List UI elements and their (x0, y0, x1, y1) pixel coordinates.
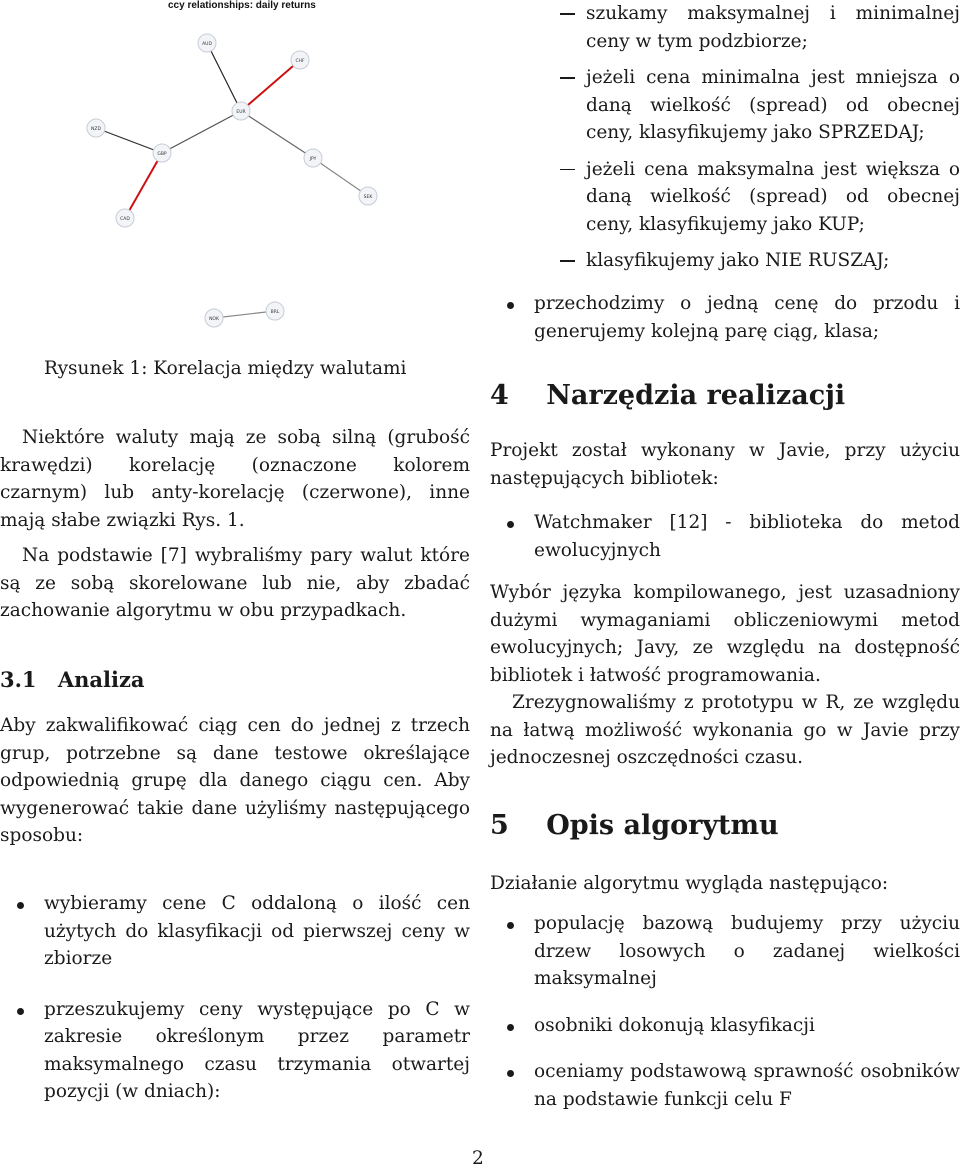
graph-edge (125, 153, 162, 218)
method-bullet-list (0, 890, 470, 1106)
next-step-bullet (490, 290, 960, 345)
list-item (490, 156, 960, 239)
section-heading-3-1 (0, 667, 145, 692)
graph-node (153, 144, 171, 162)
section-number: 4 (490, 380, 509, 411)
node-label: BRL (270, 310, 280, 315)
list-item-text: Watchmaker [12] - biblioteka do metod ewolucyjnych (534, 512, 960, 561)
list-item (0, 996, 470, 1106)
currency-network-figure (0, 0, 470, 340)
list-item-text: przeszukujemy ceny występujące po C w zakresie określonym przez parametr maksymalnego czasu trzymania otwartej pozycji (w dniach): (44, 998, 470, 1102)
list-item-text: populację bazową budujemy przy użyciu drzew losowych o zadanej wielkości maksymalnej (534, 913, 960, 989)
section-number: 5 (490, 810, 509, 841)
list-item (490, 0, 960, 55)
dash-icon (560, 260, 575, 262)
list-item (0, 890, 470, 973)
bullet-icon (507, 922, 514, 929)
graph-node (232, 102, 250, 120)
node-label: SEK (363, 195, 373, 200)
list-item (490, 509, 960, 564)
bullet-icon (17, 1008, 24, 1015)
list-item (490, 1012, 960, 1040)
section-title: Narzędzia realizacji (546, 380, 846, 411)
graph-node (304, 149, 322, 167)
figure-title: ccy relationships: daily returns (168, 0, 316, 11)
dash-list (490, 0, 960, 275)
list-item-text: oceniamy podstawową sprawność osobników na podstawie funkcji celu F (534, 1061, 960, 1110)
dash-icon (560, 77, 575, 79)
graph-node (266, 302, 284, 320)
graph-node (359, 187, 377, 205)
bullet-icon (507, 1070, 514, 1077)
section-title: Analiza (57, 667, 145, 692)
network-graph (0, 0, 470, 340)
graph-edge (313, 158, 368, 196)
section-number: 3.1 (0, 667, 37, 692)
paragraph-algorithm-intro: Działanie algorytmu wygląda następująco: (490, 873, 889, 894)
bullet-icon (507, 302, 514, 309)
node-label: GBP (157, 152, 167, 157)
node-label: NZD (91, 127, 101, 132)
graph-node (205, 309, 223, 327)
list-item (490, 910, 960, 993)
bullet-icon (17, 902, 24, 909)
list-item-text: jeżeli cena maksymalna jest większa o daną wielkość (spread) od obecnej ceny, klasyfikujemy jako KUP; (586, 158, 960, 235)
paragraph-currency-pairs: Na podstawie [7] wybraliśmy pary walut które są ze sobą skorelowane lub nie, aby zbadać zachowanie algorytmu w obu przypadkach. (0, 545, 470, 621)
bullet-icon (507, 521, 514, 528)
list-item (490, 247, 960, 275)
tools-bullet-list (490, 509, 960, 564)
paragraph-prototype: Zrezygnowaliśmy z prototypu w R, ze względu na łatwą możliwość wykonania go w Javie przy jednoczesnej oszczędności czasu. (490, 692, 960, 768)
section-heading-4 (490, 380, 845, 411)
node-label: CAD (120, 217, 130, 222)
figure-caption: Rysunek 1: Korelacja między walutami (44, 358, 407, 379)
paragraph-tools-intro: Projekt został wykonany w Javie, przy użyciu następujących bibliotek: (490, 440, 960, 489)
algorithm-bullet-list (490, 910, 960, 1113)
graph-edge (162, 111, 241, 153)
graph-edge (207, 43, 241, 111)
graph-edge (241, 111, 313, 158)
graph-edge (241, 60, 300, 111)
graph-edge (96, 128, 162, 153)
list-item-text: klasyfikujemy jako NIE RUSZAJ; (586, 250, 890, 271)
list-item-text: wybieramy cene C oddaloną o ilość cen użytych do klasyfikacji od pierwszej ceny w zbiorze (44, 893, 470, 969)
graph-node (87, 119, 105, 137)
list-item-text: szukamy maksymalnej i minimalnej ceny w tym podzbiorze; (586, 3, 960, 52)
list-item-text: osobniki dokonują klasyfikacji (534, 1014, 815, 1036)
graph-node (291, 51, 309, 69)
page-number: 2 (472, 1148, 484, 1169)
paragraph-analysis: Aby zakwalifikować ciąg cen do jednej z trzech grup, potrzebne są dane testowe określające odpowiednią grupę dla danego ciągu cen. Aby wygenerować takie dane użyliśmy następującego sposobu: (0, 715, 470, 846)
node-label: AUD (202, 42, 212, 47)
paragraph-language-choice: Wybór języka kompilowanego, jest uzasadniony dużymi wymaganiami obliczeniowymi metod ewolucyjnych; Javy, ze względu na dostępność bibliotek i łatwość programowania. (490, 582, 960, 686)
graph-node (198, 34, 216, 52)
node-label: JPY (309, 157, 317, 162)
node-label: EUR (236, 110, 246, 115)
node-label: CHF (295, 59, 305, 64)
list-item (490, 1058, 960, 1113)
dash-icon (560, 169, 575, 171)
graph-node (116, 209, 134, 227)
paragraph-correlations: Niektóre waluty mają ze sobą silną (grubość krawędzi) korelację (oznaczone kolorem czarnym) lub anty-korelację (czerwone), inne mają słabe związki Rys. 1. (0, 427, 470, 531)
list-item-text: jeżeli cena minimalna jest mniejsza o daną wielkość (spread) od obecnej ceny, klasyfikujemy jako SPRZEDAJ; (586, 67, 960, 143)
list-item (490, 290, 960, 345)
node-label: NOK (209, 317, 219, 322)
list-item (490, 64, 960, 147)
section-title: Opis algorytmu (546, 810, 779, 841)
dash-icon (560, 13, 575, 15)
list-item-text: przechodzimy o jedną cenę do przodu i generujemy kolejną parę ciąg, klasa; (534, 293, 960, 342)
section-heading-5 (490, 810, 779, 841)
bullet-icon (507, 1024, 514, 1031)
